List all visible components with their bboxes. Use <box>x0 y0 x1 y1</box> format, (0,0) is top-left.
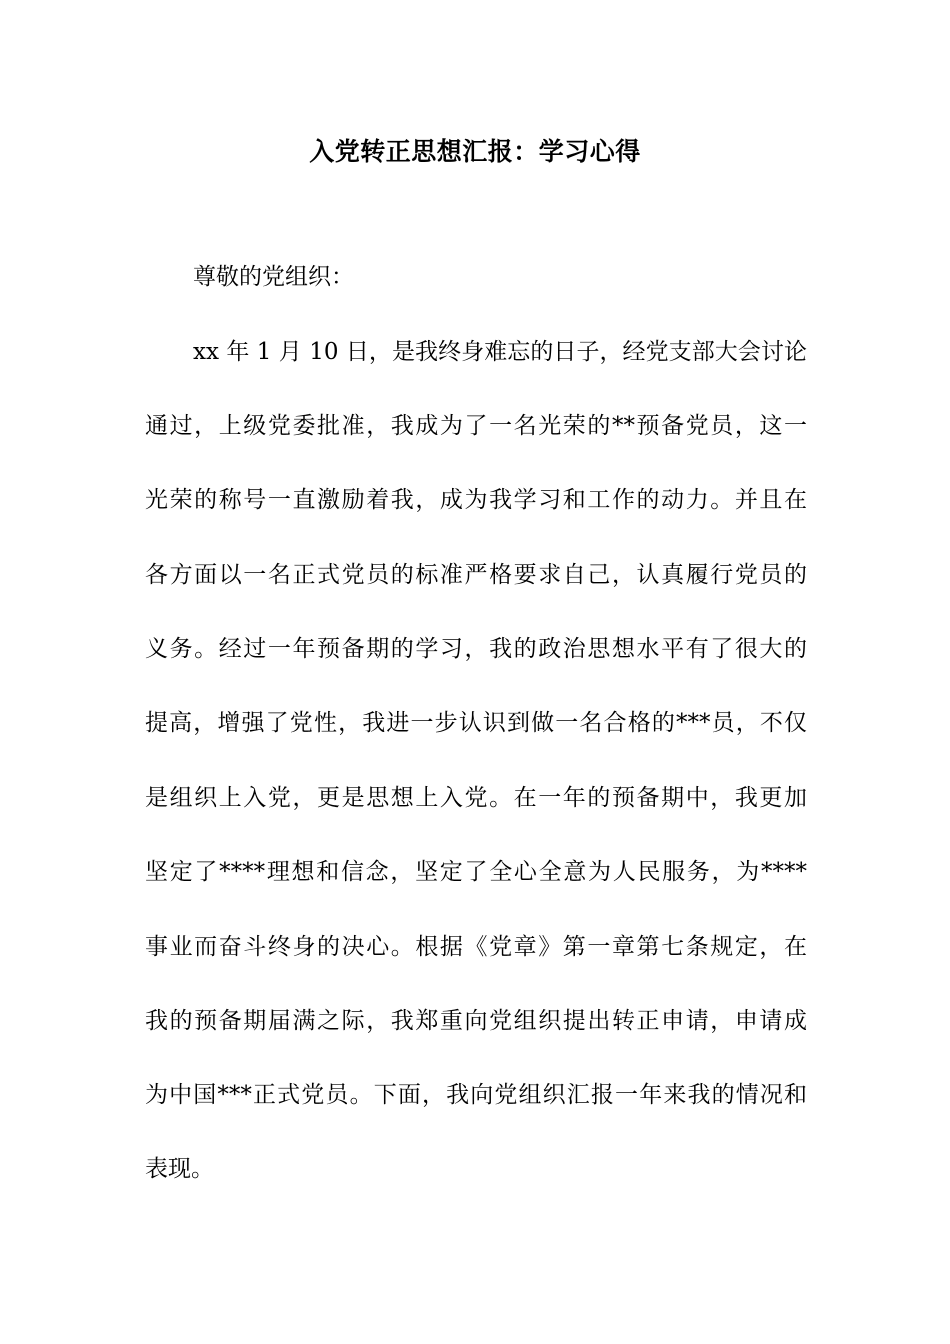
salutation: 尊敬的党组织： <box>193 264 354 290</box>
paragraph-line: 坚定了****理想和信念，坚定了全心全意为人民服务，为**** <box>145 859 807 885</box>
paragraph-line: 是组织上入党，更是思想上入党。在一年的预备期中，我更加 <box>145 785 807 811</box>
paragraph-line: 提高，增强了党性，我进一步认识到做一名合格的***员，不仅 <box>145 710 807 736</box>
paragraph-line: xx 年 1 月 10 日，是我终身难忘的日子，经党支部大会讨论 <box>193 339 807 365</box>
paragraph-line: 各方面以一名正式党员的标准严格要求自己，认真履行党员的 <box>145 562 807 588</box>
paragraph-line: 表现。 <box>145 1156 214 1182</box>
paragraph-line: 我的预备期届满之际，我郑重向党组织提出转正申请，申请成 <box>145 1008 807 1034</box>
paragraph-line: 事业而奋斗终身的决心。根据《党章》第一章第七条规定，在 <box>145 934 807 960</box>
paragraph-line: 通过，上级党委批准，我成为了一名光荣的**预备党员，这一 <box>145 413 807 439</box>
paragraph-line: 光荣的称号一直激励着我，成为我学习和工作的动力。并且在 <box>145 487 807 513</box>
paragraph-line: 为中国***正式党员。下面，我向党组织汇报一年来我的情况和 <box>145 1082 807 1108</box>
paragraph-line: 义务。经过一年预备期的学习，我的政治思想水平有了很大的 <box>145 636 807 662</box>
document-title: 入党转正思想汇报：学习心得 <box>309 137 641 166</box>
